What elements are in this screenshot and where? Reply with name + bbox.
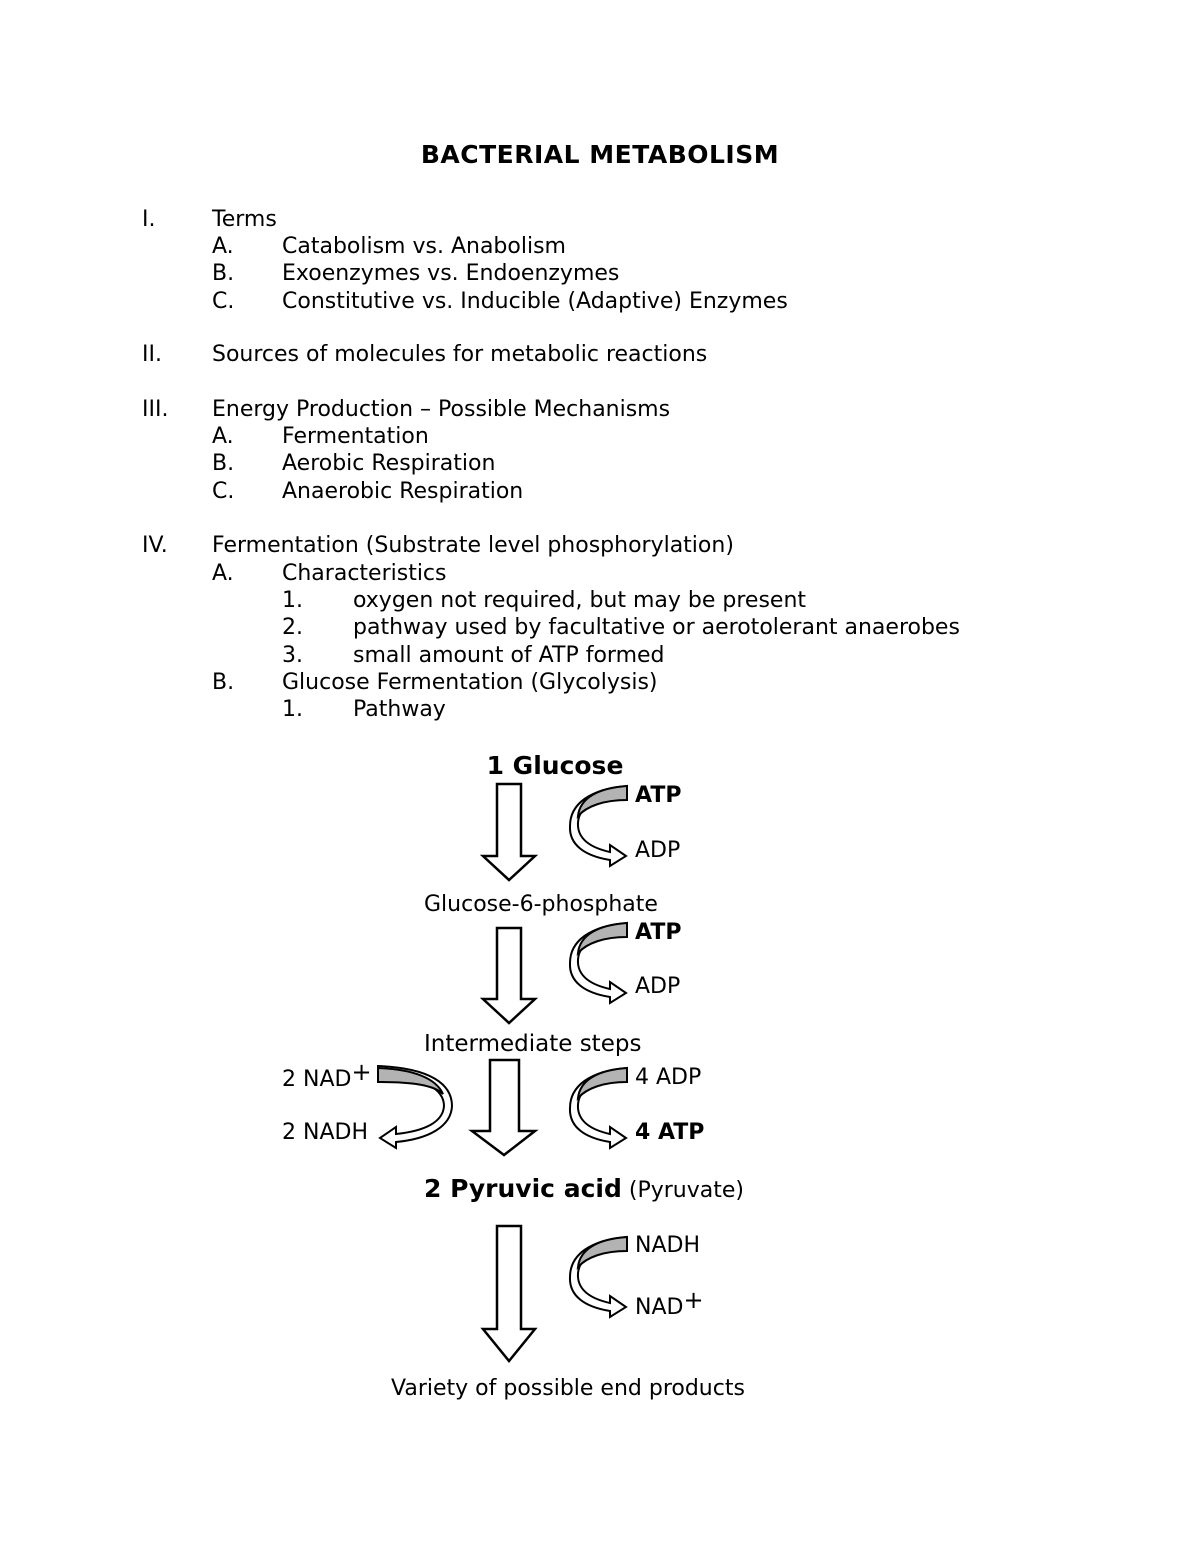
plus-sign-2: + bbox=[683, 1286, 704, 1314]
adp-label-1: ADP bbox=[635, 838, 681, 863]
nadh-label: 2 NADH bbox=[282, 1120, 368, 1145]
outline-text: Anaerobic Respiration bbox=[282, 479, 524, 504]
nadh-label-2: NADH bbox=[635, 1233, 700, 1258]
pyruvic-text: 2 Pyruvic acid bbox=[424, 1174, 622, 1203]
outline-number: A. bbox=[212, 424, 234, 449]
outline-text: oxygen not required, but may be present bbox=[353, 588, 807, 613]
curved-arrow-atp-adp-1 bbox=[570, 786, 627, 866]
outline-number: II. bbox=[142, 342, 162, 367]
outline-number: C. bbox=[212, 289, 235, 314]
outline-number: 3. bbox=[282, 643, 303, 668]
outline-text: Energy Production – Possible Mechanisms bbox=[212, 397, 671, 422]
nad-text-2: NAD bbox=[635, 1295, 684, 1320]
outline-text: Glucose Fermentation (Glycolysis) bbox=[282, 670, 658, 695]
outline-text: Characteristics bbox=[282, 561, 447, 586]
plus-sign: + bbox=[351, 1058, 372, 1086]
outline-number: A. bbox=[212, 561, 234, 586]
outline-text: Pathway bbox=[353, 697, 446, 722]
outline-number: IV. bbox=[142, 533, 168, 558]
atp-label-1: ATP bbox=[635, 783, 682, 808]
pyruvate-text: (Pyruvate) bbox=[628, 1178, 744, 1203]
down-arrow-1 bbox=[483, 784, 535, 880]
outline-text: Constitutive vs. Inducible (Adaptive) Enzymes bbox=[282, 289, 788, 314]
atp-label-2: ATP bbox=[635, 920, 682, 945]
page-title: BACTERIAL METABOLISM bbox=[420, 140, 780, 169]
adp-label-2: ADP bbox=[635, 974, 681, 999]
outline-text: Aerobic Respiration bbox=[282, 451, 496, 476]
end-products-label: Variety of possible end products bbox=[391, 1376, 745, 1401]
outline-number: III. bbox=[142, 397, 169, 422]
outline-text: Fermentation (Substrate level phosphorylation) bbox=[212, 533, 734, 558]
outline-number: A. bbox=[212, 234, 234, 259]
outline-text: Terms bbox=[212, 207, 277, 232]
nad-plus-label bbox=[282, 1058, 372, 1094]
outline-number: B. bbox=[212, 451, 235, 476]
outline-number: B. bbox=[212, 670, 235, 695]
outline-text: small amount of ATP formed bbox=[353, 643, 665, 668]
outline-number: B. bbox=[212, 261, 235, 286]
nad-plus-label-2 bbox=[635, 1286, 704, 1322]
curved-arrow-nad-nadh bbox=[378, 1066, 452, 1148]
curved-arrow-nadh-nad bbox=[570, 1237, 627, 1317]
down-arrow-4 bbox=[483, 1226, 535, 1361]
down-arrow-2 bbox=[483, 928, 535, 1023]
outline-text: Exoenzymes vs. Endoenzymes bbox=[282, 261, 620, 286]
adp-4-label: 4 ADP bbox=[635, 1065, 702, 1090]
outline-text: pathway used by facultative or aerotolerant anaerobes bbox=[353, 615, 960, 640]
outline-number: I. bbox=[142, 207, 156, 232]
nad-text: 2 NAD bbox=[282, 1067, 352, 1092]
curved-arrow-adp-atp bbox=[570, 1068, 627, 1148]
outline-text: Sources of molecules for metabolic reactions bbox=[212, 342, 708, 367]
outline-number: C. bbox=[212, 479, 235, 504]
glucose-label: 1 Glucose bbox=[486, 751, 624, 780]
down-arrow-3 bbox=[472, 1060, 535, 1155]
intermediate-steps-label: Intermediate steps bbox=[424, 1031, 642, 1057]
glucose-6-phosphate-label: Glucose-6-phosphate bbox=[424, 892, 658, 917]
outline-text: Fermentation bbox=[282, 424, 429, 449]
pyruvic-acid-label bbox=[424, 1175, 744, 1205]
atp-4-label: 4 ATP bbox=[635, 1120, 705, 1145]
outline-text: Catabolism vs. Anabolism bbox=[282, 234, 566, 259]
outline-number: 1. bbox=[282, 697, 303, 722]
outline-number: 2. bbox=[282, 615, 303, 640]
outline-number: 1. bbox=[282, 588, 303, 613]
curved-arrow-atp-adp-2 bbox=[570, 923, 627, 1003]
